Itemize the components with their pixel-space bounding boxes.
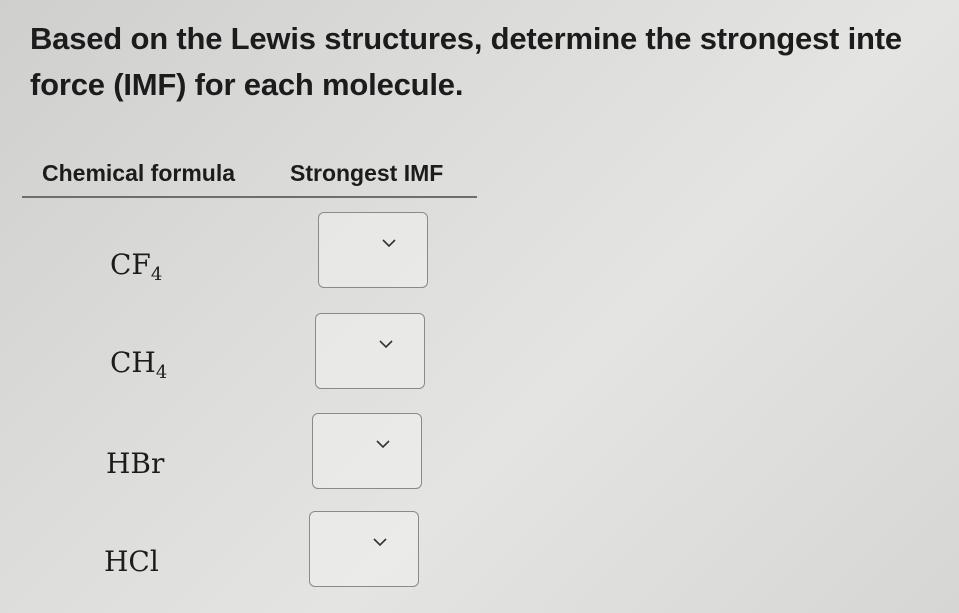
formula-cf4 — [110, 248, 162, 285]
table-header — [22, 152, 477, 198]
imf-select-hbr[interactable] — [312, 413, 422, 489]
formula-text: CF — [110, 248, 151, 281]
table-row — [0, 413, 480, 493]
formula-hbr — [106, 447, 164, 480]
formula-ch4 — [110, 346, 167, 383]
chevron-down-icon — [372, 534, 388, 550]
chevron-down-icon — [378, 336, 394, 352]
column-header-imf: Strongest IMF — [290, 160, 444, 186]
chevron-down-icon — [381, 235, 397, 251]
prompt-line-2: force (IMF) for each molecule. — [30, 67, 464, 102]
formula-subscript: 4 — [155, 362, 168, 383]
table-row — [0, 313, 480, 393]
table-row — [0, 212, 480, 292]
formula-text: HCl — [104, 545, 159, 578]
formula-text: CH — [110, 346, 156, 379]
chevron-down-icon — [375, 436, 391, 452]
formula-subscript: 4 — [150, 264, 163, 285]
formula-hcl — [104, 545, 159, 578]
imf-select-hcl[interactable] — [309, 511, 419, 587]
column-header-formula: Chemical formula — [42, 160, 235, 186]
formula-text: HBr — [106, 447, 165, 480]
question-prompt — [30, 16, 959, 108]
table-row — [0, 511, 480, 591]
imf-select-cf4[interactable] — [318, 212, 428, 288]
prompt-line-1: Based on the Lewis structures, determine the strongest inte — [30, 21, 902, 56]
imf-select-ch4[interactable] — [315, 313, 425, 389]
